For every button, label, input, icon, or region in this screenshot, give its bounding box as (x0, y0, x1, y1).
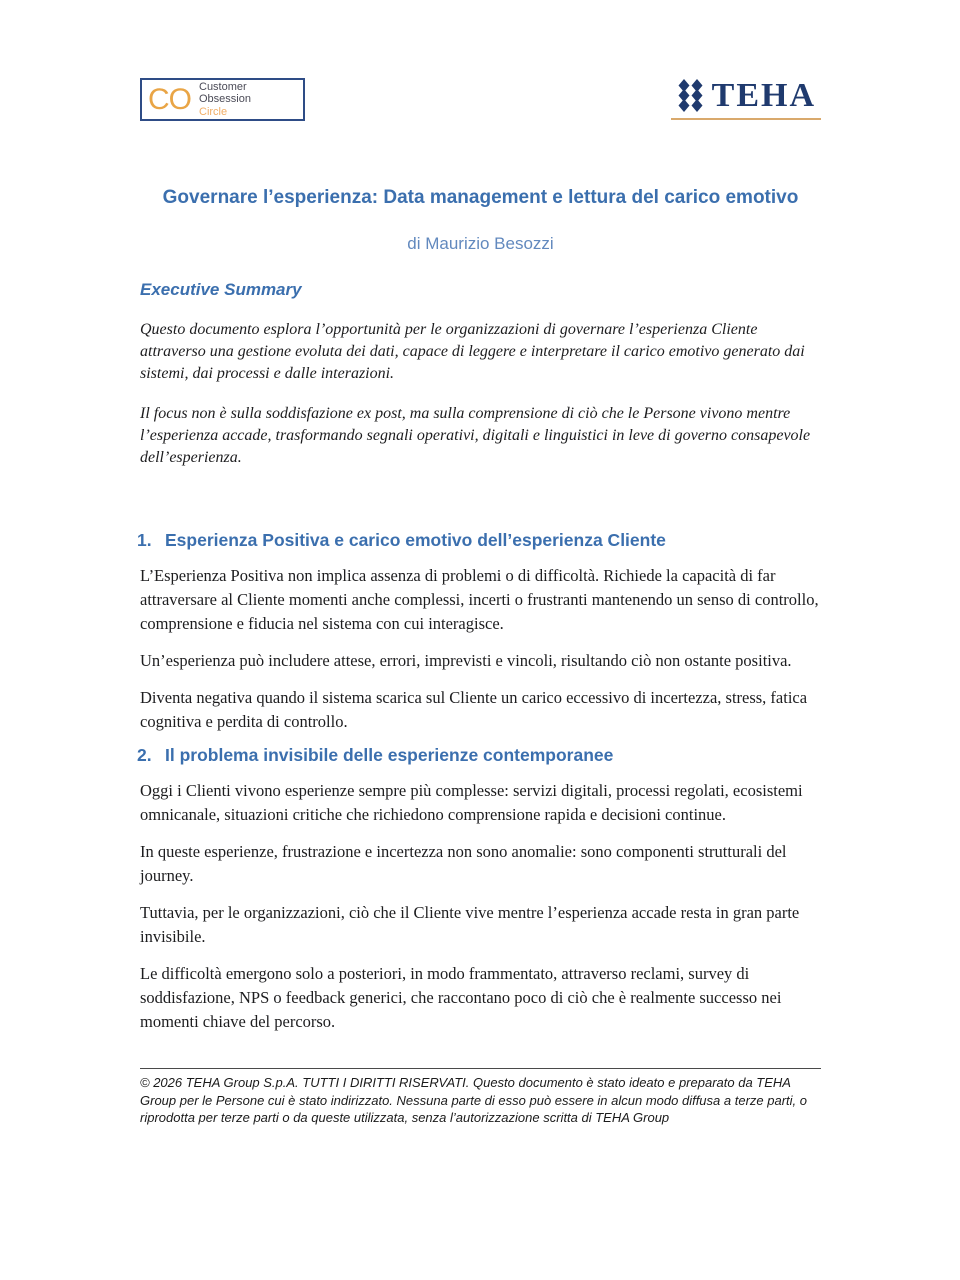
page-footer (140, 1068, 821, 1127)
section-title: Il problema invisibile delle esperienze contemporanee (165, 745, 614, 765)
copyright-notice: © 2026 TEHA Group S.p.A. TUTTI I DIRITTI RISERVATI. Questo documento è stato ideato e preparato da TEHA Group per le Persone cui è stato indirizzato. Nessuna parte di esso può essere in alcun modo diffusa a terze parti, o riprodotta per terze parti o da queste utilizzata, senza l’autorizzazione scritta di TEHA Group (140, 1075, 807, 1125)
co-logo-initials: CO (148, 82, 191, 116)
body-paragraph: Oggi i Clienti vivono esperienze sempre più complesse: servizi digitali, processi regolati, ecosistemi omnicanale, situazioni critiche che richiedono comprensione rapida e decisioni continue. (140, 781, 803, 824)
footer-divider (140, 1068, 821, 1069)
teha-logo (671, 78, 821, 120)
page-title: Governare l’esperienza: Data management e lettura del carico emotivo (162, 187, 799, 208)
body-paragraph: L’Esperienza Positiva non implica assenza di problemi o di difficoltà. Richiede la capacità di far attraversare al Cliente momenti anche complessi, incerti o frustranti mantenendo un senso di controllo, comprensione e fiducia nel sistema con cui interagisce. (140, 566, 819, 633)
section-number: 2. (137, 745, 152, 765)
section-2-heading (137, 744, 821, 766)
body-paragraph: Diventa negativa quando il sistema scarica sul Cliente un carico eccessivo di incertezza, stress, fatica cognitiva e perdita di controllo. (140, 688, 808, 731)
body-paragraph: Le difficoltà emergono solo a posteriori, in modo frammentato, attraverso reclami, survey di soddisfazione, NPS o feedback generici, che raccontano poco di ciò che è realmente successo nei momenti chiave del percorso. (140, 964, 782, 1031)
teha-logo-text: TEHA (711, 76, 816, 114)
document-content (137, 0, 821, 1034)
byline: di Maurizio Besozzi (407, 234, 554, 253)
co-logo-line1: Customer Obsession (199, 80, 251, 106)
executive-summary-paragraph: Questo documento esplora l’opportunità per le organizzazioni di governare l’esperienza Cliente attraverso una gestione evoluta dei dati, capace di leggere e interpretare il carico emotivo generato dai sistemi, dai processi e dalle interazioni. (140, 321, 805, 382)
co-logo-text (199, 81, 297, 119)
customer-obsession-circle-logo (140, 78, 305, 121)
body-paragraph: Tuttavia, per le organizzazioni, ciò che il Cliente vive mentre l’esperienza accade resta in gran parte invisibile. (140, 903, 800, 946)
section-title: Esperienza Positiva e carico emotivo dell’esperienza Cliente (165, 530, 666, 550)
co-logo-line2: Circle (199, 105, 228, 118)
body-paragraph: Un’esperienza può includere attese, errori, imprevisti e vincoli, risultando ciò non ostante positiva. (140, 651, 792, 670)
logo-row (140, 78, 821, 121)
executive-summary-paragraph: Il focus non è sulla soddisfazione ex post, ma sulla comprensione di ciò che le Persone vivono mentre l’esperienza accade, trasformando segnali operativi, digitali e linguistici in leve di governo consapevole dell’esperienza. (140, 405, 811, 466)
section-number: 1. (137, 530, 152, 550)
executive-summary-heading: Executive Summary (140, 280, 302, 299)
body-paragraph: In queste esperienze, frustrazione e incertezza non sono anomalie: sono componenti strutturali del journey. (140, 842, 787, 885)
teha-diamonds-icon (676, 78, 705, 113)
section-1-heading (137, 529, 821, 551)
